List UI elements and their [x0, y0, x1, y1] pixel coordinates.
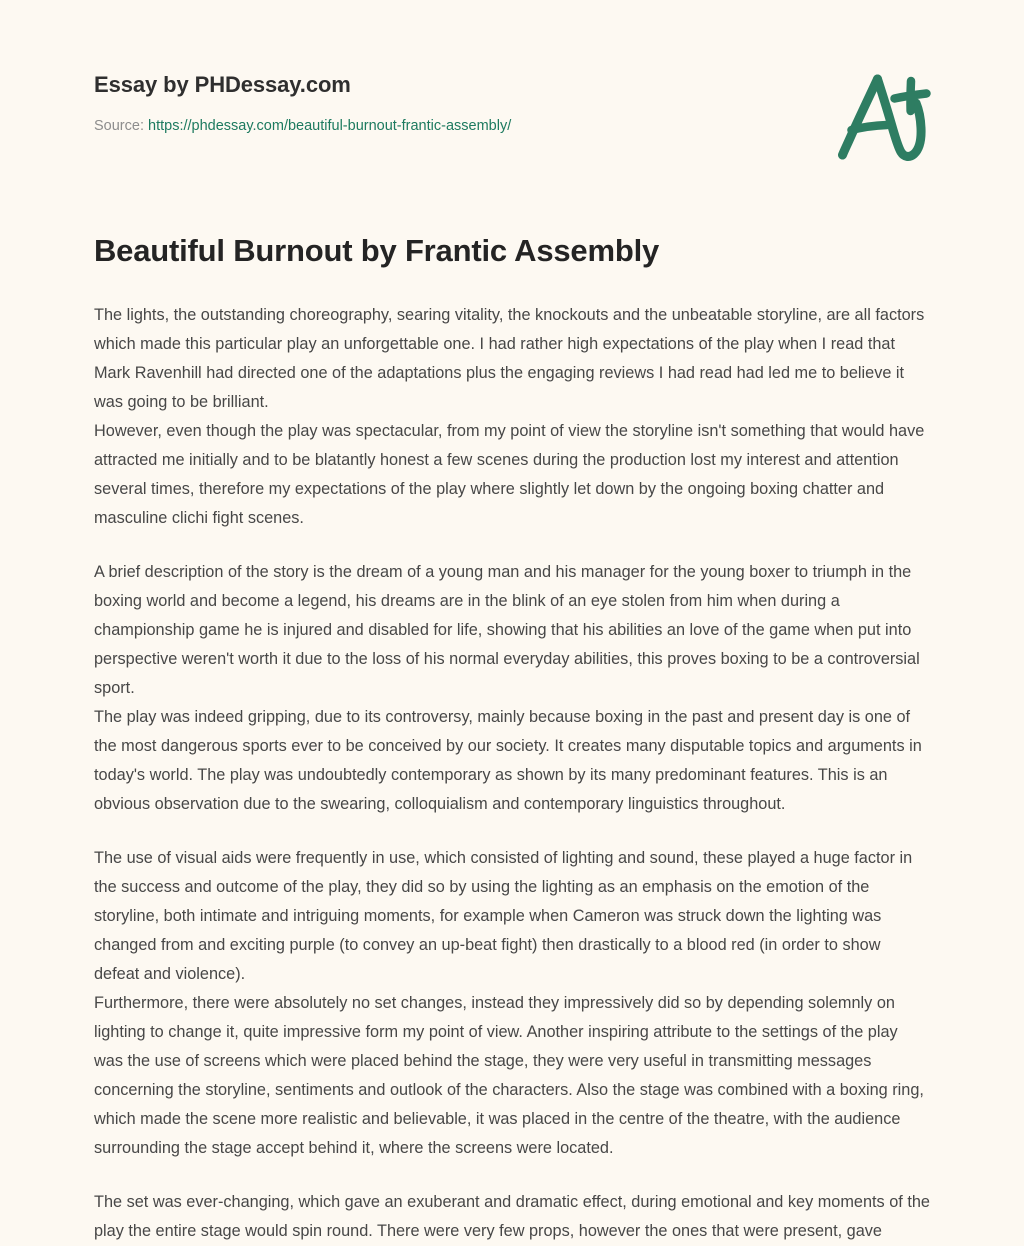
essay-paragraph: The lights, the outstanding choreography, searing vitality, the knockouts and the unbeatable storyline, are all factors which made this particular play an unforgettable one. I had rather high expectations of the play when I read that Mark Ravenhill had directed one of the adaptations plus the engaging reviews I had read had led me to believe it was going to be brilliant.: [94, 305, 925, 411]
essay-paragraph: The set was ever-changing, which gave an exuberant and dramatic effect, during emotional and key moments of the play the entire stage would spin round. There were very few props, however the ones that were present, gave: [94, 1192, 930, 1240]
page-header: [0, 0, 1024, 172]
page-title: Beautiful Burnout by Frantic Assembly: [94, 233, 660, 268]
essay-paragraph: The play was indeed gripping, due to its controversy, mainly because boxing in the past and present day is one of the most dangerous sports ever to be conceived by our society. It creates many disputable topics and arguments in today's world. The play was undoubtedly contemporary as shown by its many predominant features. This is an obvious observation due to the swearing, colloquialism and contemporary linguistics throughout.: [94, 707, 922, 813]
source-url-link[interactable]: https://phdessay.com/beautiful-burnout-frantic-assembly/: [148, 118, 512, 135]
essay-paragraph: However, even though the play was spectacular, from my point of view the storyline isn't something that would have attracted me initially and to be blatantly honest a few scenes during the production lost my interest and attention several times, therefore my expectations of the play where slightly let down by the ongoing boxing chatter and masculine clichi fight scenes.: [94, 421, 925, 527]
essay-paragraph: Furthermore, there were absolutely no set changes, instead they impressively did so by depending solemnly on lighting to change it, quite impressive form my point of view. Another inspiring attribute to the settings of the play was the use of screens which were placed behind the stage, they were very useful in transmitting messages concerning the storyline, sentiments and outlook of the characters. Also the stage was combined with a boxing ring, which made the scene more realistic and believable, it was placed in the centre of the theatre, with the audience surrounding the stage accept behind it, where the screens were located.: [94, 993, 924, 1157]
brand-title: Essay by PHDessay.com: [94, 72, 351, 97]
source-label: Source:: [94, 118, 144, 135]
essay-paragraph: The use of visual aids were frequently in use, which consisted of lighting and sound, these played a huge factor in the success and outcome of the play, they did so by using the lighting as an emphasis on the emotion of the storyline, both intimate and intriguing moments, for example when Cameron was struck down the lighting was changed from and exciting purple (to convey an up-beat fight) then drastically to a blood red (in order to show defeat and violence).: [94, 848, 913, 983]
essay-paragraph: A brief description of the story is the dream of a young man and his manager for the young boxer to triumph in the boxing world and become a legend, his dreams are in the blink of an eye stolen from him when during a championship game he is injured and disabled for life, showing that his abilities an love of the game when put into perspective weren't worth it due to the loss of his normal everyday abilities, this proves boxing to be a controversial sport.: [94, 562, 920, 697]
a-plus-logo-icon: [830, 68, 940, 164]
essay-body: [0, 271, 1024, 1246]
source-line: [94, 117, 930, 136]
